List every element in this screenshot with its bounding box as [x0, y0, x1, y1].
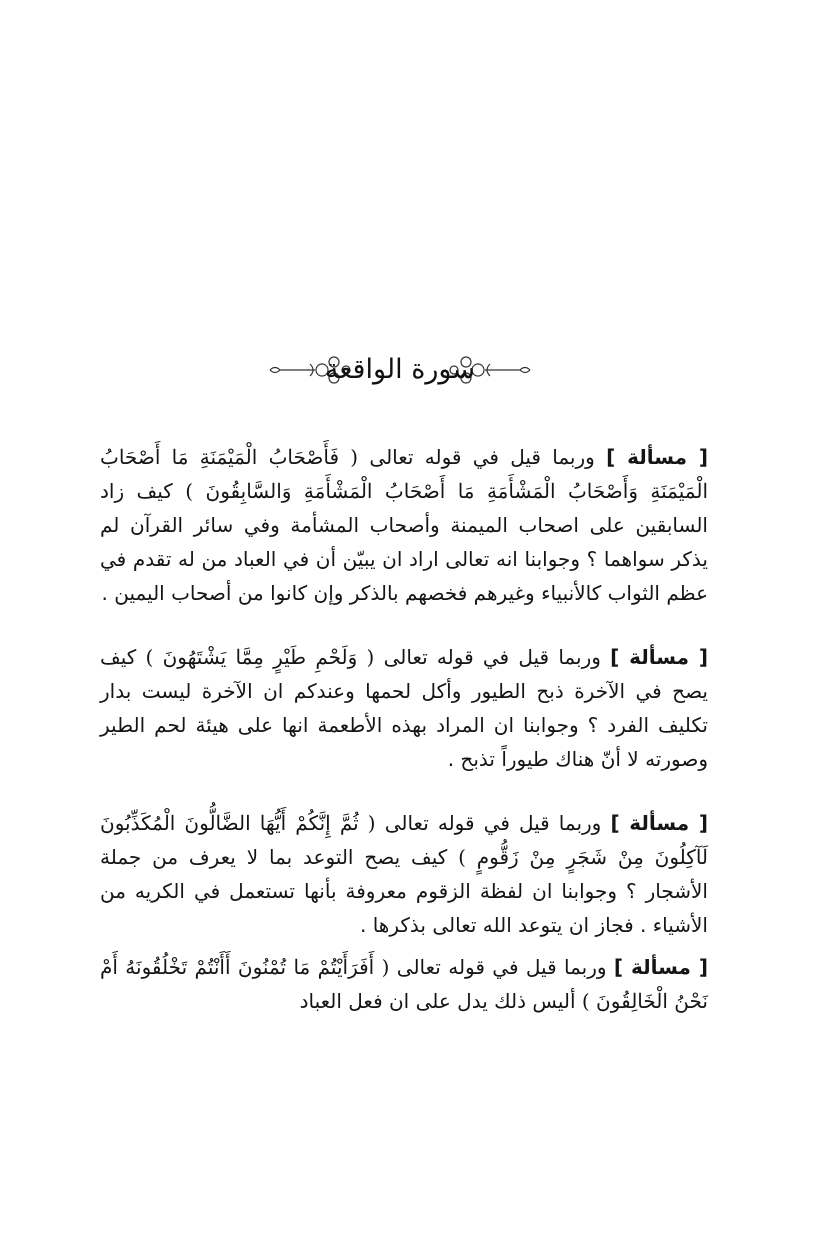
paragraph-intro: وربما قيل في قوله تعالى — [369, 445, 595, 469]
issue-marker: [ مسألة ] — [606, 445, 709, 469]
paragraph-intro: وربما قيل في قوله تعالى — [383, 645, 601, 669]
paragraph-text: كيف يصح التوعد بما لا يعرف من جملة الأشجار ؟ وجوابنا ان لفظة الزقوم معروفة بأنها تستعمل في الكريه من الأشياء . فجاز ان يتوعد الله تعالى بذكرها . — [100, 845, 708, 937]
paragraph-text: كيف يصح في الآخرة ذبح الطيور وأكل لحمها وعندكم ان الآخرة ليست بدار تكليف الفرد ؟ وجوابنا ان المراد بهذه الأطعمة انها على هيئة لحم الطير وصورته لا أنّ هناك طيوراً تذبح . — [100, 645, 708, 771]
quran-verse: ( وَلَحْمِ طَيْرٍ مِمَّا يَشْتَهُونَ ) — [145, 645, 375, 669]
paragraph-text: كيف زاد السابقين على اصحاب الميمنة وأصحاب المشأمة وفي سائر القرآن لم يذكر سواهما ؟ وجوابنا انه تعالى اراد ان يبيّن أن في العباد من له تقدم في عظم الثواب كالأنبياء وغيرهم فخصهم بالذكر وإن كانوا من أصحاب اليمين . — [100, 479, 708, 605]
paragraph-intro: وربما قيل في قوله تعالى — [384, 811, 602, 835]
paragraph-text: أليس ذلك يدل على ان فعل العباد — [299, 989, 576, 1013]
surah-title: سورة الواقعة — [325, 354, 475, 385]
document-body — [100, 440, 708, 1048]
quran-verse: ( فَأَصْحَابُ الْمَيْمَنَةِ مَا أَصْحَابُ الْمَيْمَنَةِ وَأَصْحَابُ الْمَشْأَمَةِ مَا أَصْحَابُ الْمَشْأَمَةِ وَالسَّابِقُونَ ) — [100, 445, 708, 503]
paragraph — [100, 440, 708, 610]
paragraph-intro: وربما قيل في قوله تعالى — [396, 955, 607, 979]
issue-marker: [ مسألة ] — [610, 811, 708, 835]
quran-verse: ( ثُمَّ إِنَّكُمْ أَيُّهَا الضَّالُّونَ الْمُكَذِّبُونَ لَآكِلُونَ مِنْ شَجَرٍ مِنْ زَقُّومٍ ) — [100, 811, 709, 869]
paragraph — [100, 640, 708, 776]
issue-marker: [ مسألة ] — [613, 955, 709, 979]
paragraph — [100, 806, 708, 942]
surah-heading — [250, 340, 550, 400]
paragraph — [100, 950, 708, 1018]
quran-verse: ( أَفَرَأَيْتُمْ مَا تُمْنُونَ أَأَنْتُمْ تَخْلُقُونَهُ أَمْ نَحْنُ الْخَالِقُونَ ) — [100, 955, 708, 1013]
issue-marker: [ مسألة ] — [610, 645, 709, 669]
